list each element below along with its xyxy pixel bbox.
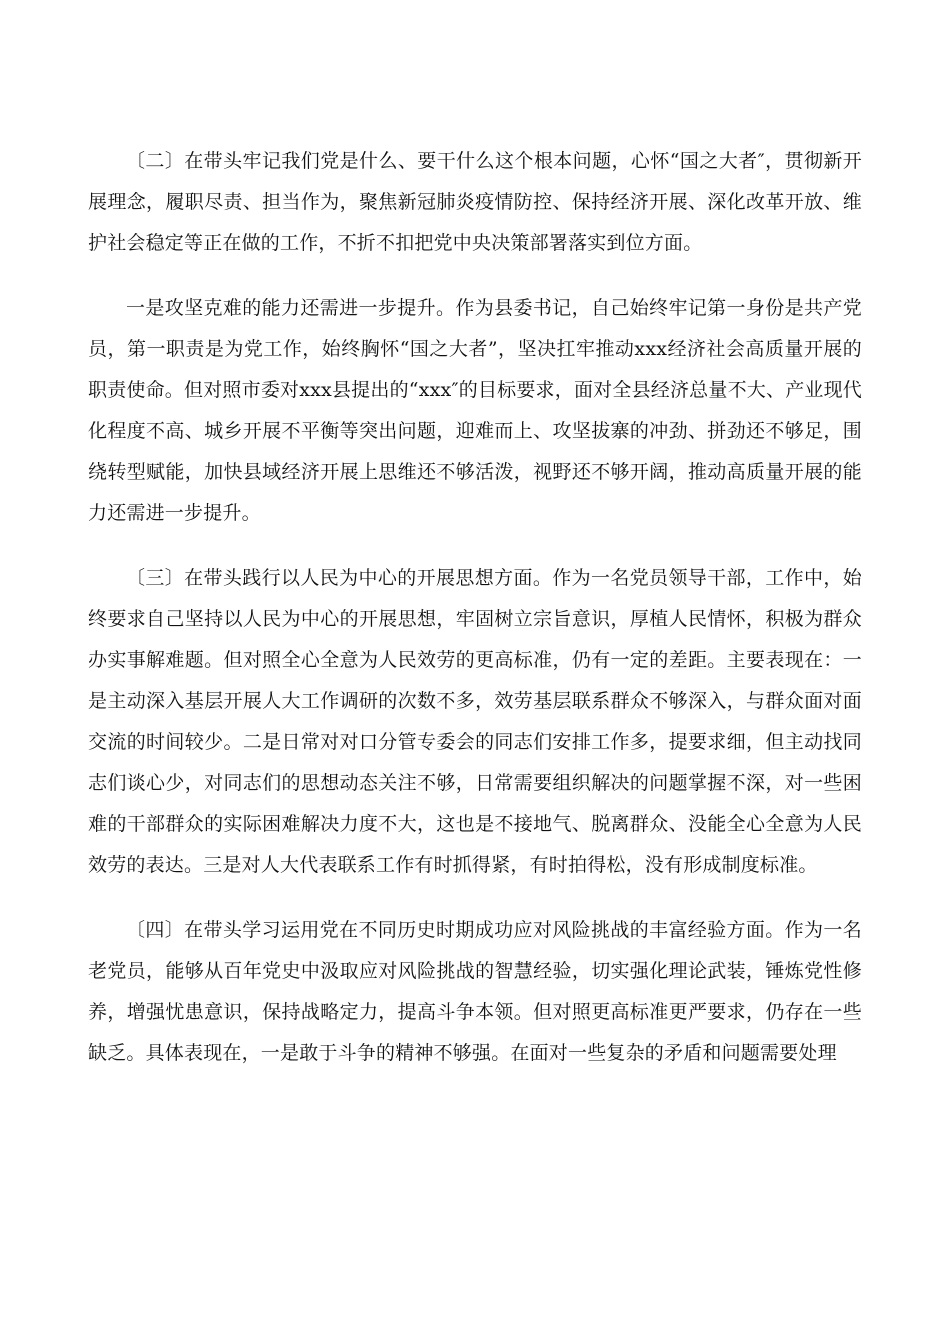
paragraph-section-two: 〔二〕在带头牢记我们党是什么、要干什么这个根本问题，心怀“国之大者″，贯彻新开展理念，履职尽责、担当作为，聚焦新冠肺炎疫情防控、保持经济开展、深化改革开放、维护社会稳定等正在做的工作，不折不扣把党中央决策部署落实到位方面。: [88, 150, 862, 254]
paragraph-section-four: 〔四〕在带头学习运用党在不同历史时期成功应对风险挑战的丰富经验方面。作为一名老党员，能够从百年党史中汲取应对风险挑战的智慧经验，切实强化理论武装，锤炼党性修养，增强忧患意识，保持战略定力，提高斗争本领。但对照更高标准更严要求，仍存在一些缺乏。具体表现在，一是敢于斗争的精神不够强。在面对一些复杂的矛盾和问题需要处理: [88, 919, 862, 1064]
document-body: [88, 141, 862, 1074]
paragraph-point-one: 一是攻坚克难的能力还需进一步提升。作为县委书记，自己始终牢记第一身份是共产党员，第一职责是为党工作，始终胸怀“国之大者”，坚决扛牢推动xxx经济社会高质量开展的职责使命。但对照市委对xxx县提出的“xxx″的目标要求，面对全县经济总量不大、产业现代化程度不高、城乡开展不平衡等突出问题，迎难而上、攻坚拔寨的冲劲、拼劲还不够足，围绕转型赋能，加快县域经济开展上思维还不够活泼，视野还不够开阔，推动高质量开展的能力还需进一步提升。: [88, 297, 862, 524]
paragraph-section-three: 〔三〕在带头践行以人民为中心的开展思想方面。作为一名党员领导干部，工作中，始终要求自己坚持以人民为中心的开展思想，牢固树立宗旨意识，厚植人民情怀，积极为群众办实事解难题。但对照全心全意为人民效劳的更高标准，仍有一定的差距。主要表现在：一是主动深入基层开展人大工作调研的次数不多，效劳基层联系群众不够深入，与群众面对面交流的时间较少。二是日常对对口分管专委会的同志们安排工作多，提要求细，但主动找同志们谈心少，对同志们的思想动态关注不够，日常需要组织解决的问题掌握不深，对一些困难的干部群众的实际困难解决力度不大，这也是不接地气、脱离群众、没能全心全意为人民效劳的表达。三是对人大代表联系工作有时抓得紧，有时拍得松，没有形成制度标准。: [88, 567, 862, 876]
